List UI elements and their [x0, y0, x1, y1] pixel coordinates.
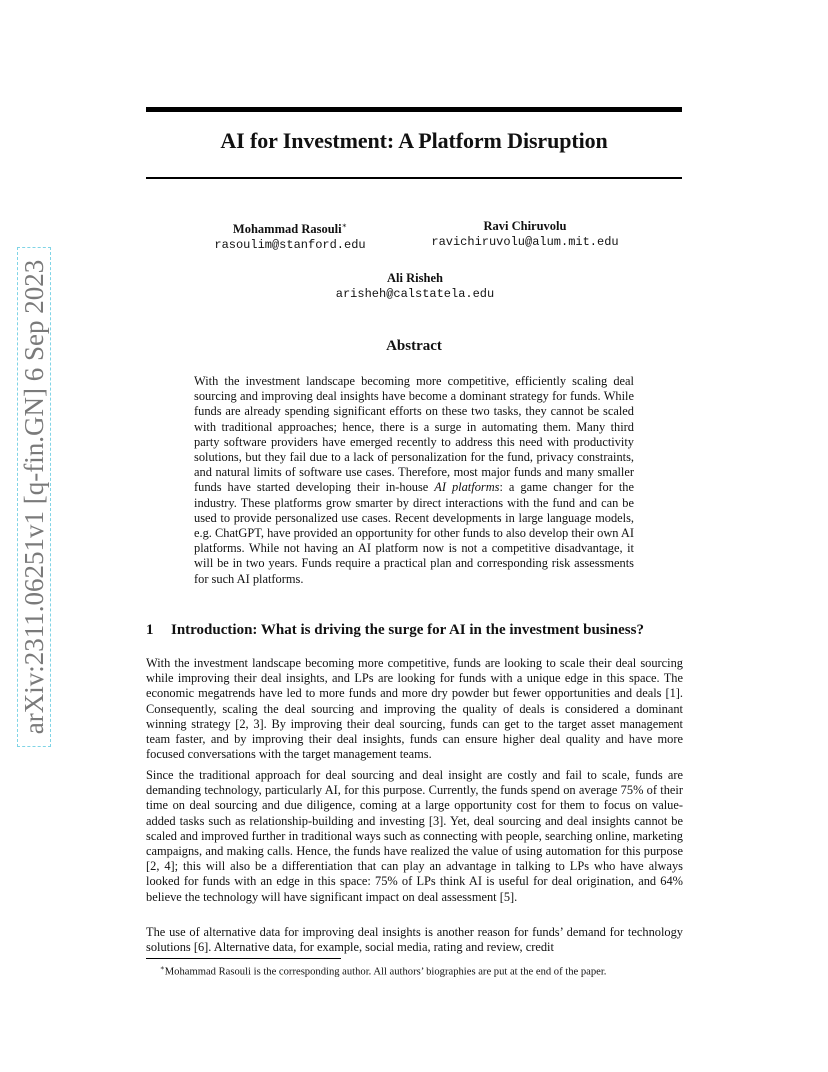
- author-3-name: Ali Risheh: [387, 271, 443, 285]
- abstract-text-1: With the investment landscape becoming more competitive, efficiently scaling deal sourcing and improving deal insights have become a dominant strategy for funds. While funds are already spending significant efforts on these two tasks, they cannot be scaled with traditional approaches; hence, there is a surge in automating them. Many third party software providers have emerged recently to address this need with productivity solutions, but they fail due to a lack of personalization for the fund, privacy constraints, and natural limits of software use cases. Therefore, most major funds and many smaller funds have started developing their in-house: [194, 374, 634, 495]
- section-title: Introduction: What is driving the surge for AI in the investment business?: [171, 622, 644, 638]
- author-1-email[interactable]: rasoulim@stanford.edu: [214, 238, 366, 253]
- author-1: [200, 218, 380, 253]
- title-bottom-rule: [146, 177, 682, 179]
- title-top-rule: [146, 107, 682, 112]
- author-2-email[interactable]: ravichiruvolu@alum.mit.edu: [431, 235, 619, 249]
- footnote-mark: ∗: [160, 964, 165, 972]
- author-3-email[interactable]: arisheh@calstatela.edu: [335, 287, 495, 301]
- footnote: [146, 962, 683, 979]
- paragraph-1: With the investment landscape becoming more competitive, funds are looking to scale their deal sourcing while improving their deal insights, and LPs are looking for funds with a unique edge in this space. The economic megatrends have led to more funds and more dry powder but fewer opportunities and deals [1]. Consequently, scaling the deal sourcing and improving the quality of deals is considered a dominant winning strategy [2, 3]. By improving their deal sourcing, funds can get to the target asset management team faster, and by improving their deal insights, funds can ensure higher deal quality and have more focused conversations with the target management teams.: [146, 656, 683, 762]
- footnote-rule: [146, 958, 341, 959]
- abstract-body: [194, 374, 634, 587]
- paragraph-2: Since the traditional approach for deal sourcing and deal insight are costly and fail to scale, funds are demanding technology, particularly AI, for this purpose. Currently, the funds spend on average 75% of their time on deal sourcing and due diligence, coming at a large opportunity cost for them to focus on value-added tasks such as relationship-building and investing [3]. Yet, deal sourcing and deal insights cannot be scaled and improved further in traditional ways such as connecting with people, searching online, marketing campaigns, and making calls. Hence, the funds have realized the value of using automation for this purpose [2, 4]; this will also be a differentiation that can play an advantage in talking to LPs who have always looked for funds with an edge in this space: 75% of LPs think AI is useful for deal origination, and 64% believe the technology will have significant impact on deal assessment [5].: [146, 768, 683, 904]
- author-3: [310, 270, 520, 302]
- section-heading: [146, 622, 706, 639]
- abstract-text-2: : a game changer for the industry. These platforms grow smarter by direct interactions with the fund and can be used to provide personalized use cases. Recent developments in large language models, e.g. ChatGPT, have provided an opportunity for other funds to also develop their own AI platforms. While not having an AI platform now is not a competitive disadvantage, it will be in two years. Funds require a practical plan and corresponding risk assessments for such AI platforms.: [194, 480, 634, 586]
- paper-title: AI for Investment: A Platform Disruption: [220, 128, 608, 153]
- paragraph-3: The use of alternative data for improving deal insights is another reason for funds’ demand for technology solutions [6]. Alternative data, for example, social media, rating and review, credit: [146, 925, 683, 955]
- author-1-mark: ∗: [341, 221, 348, 230]
- section-number: 1: [146, 622, 154, 638]
- author-1-name: Mohammad Rasouli: [232, 222, 342, 237]
- arxiv-identifier: arXiv:2311.06251v1 [q-fin.GN] 6 Sep 2023: [17, 247, 51, 747]
- footnote-text: Mohammad Rasouli is the corresponding author. All authors’ biographies are put at the end of the paper.: [164, 966, 607, 978]
- abstract-emphasis: AI platforms: [434, 480, 500, 495]
- author-2: [420, 218, 630, 250]
- author-2-name: Ravi Chiruvolu: [483, 219, 567, 233]
- abstract-heading: Abstract: [386, 338, 442, 354]
